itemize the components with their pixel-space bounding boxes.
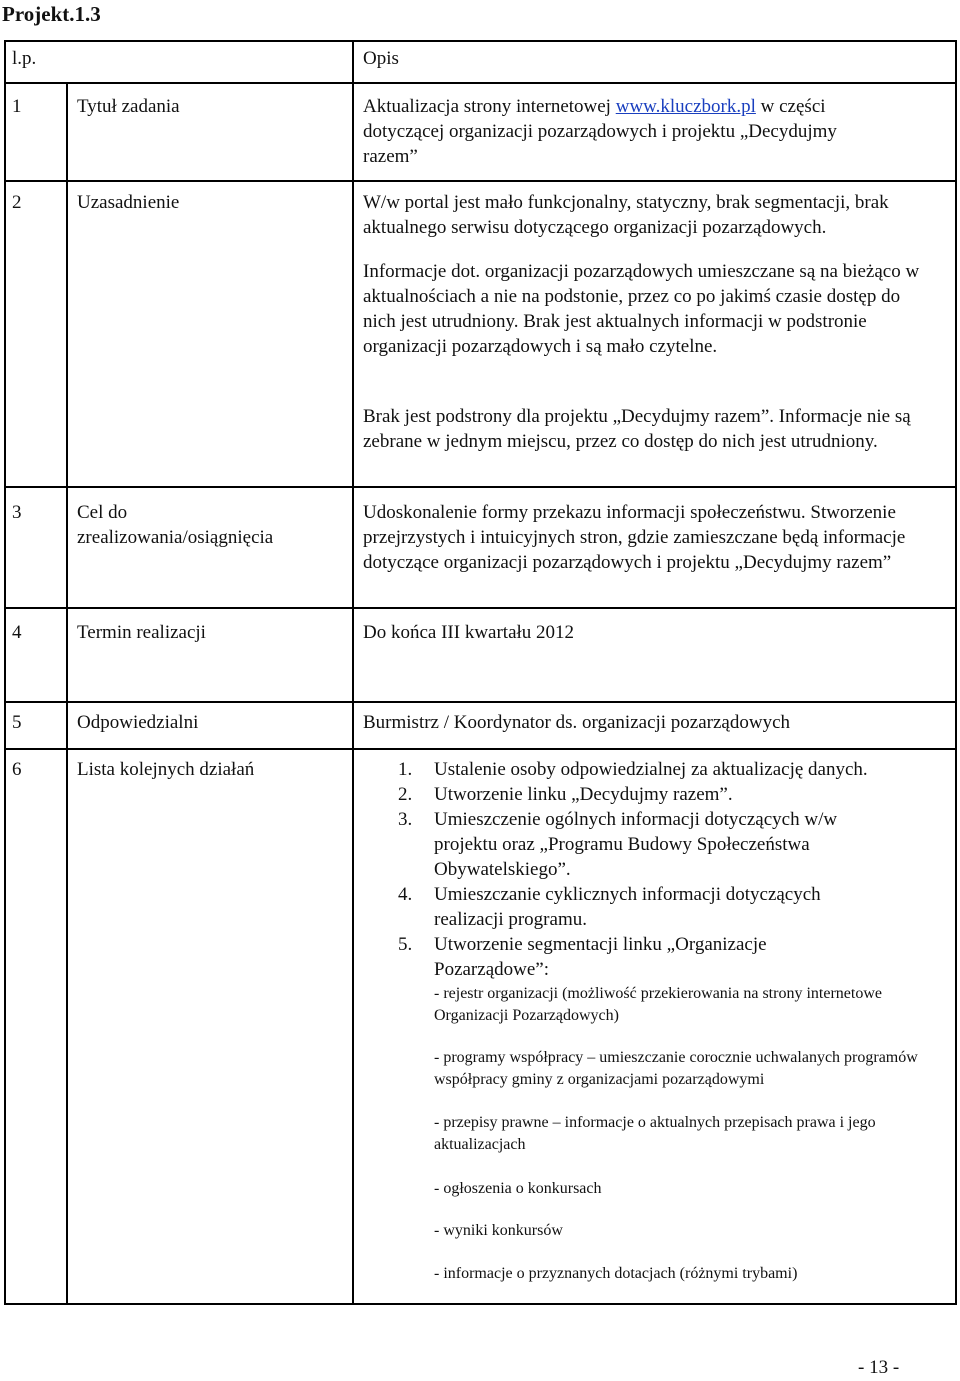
row1-desc-line2: dotyczącej organizacji pozarządowych i projektu „Decydujmy: [363, 121, 837, 142]
list-item-2-text: Utworzenie linku „Decydujmy razem”.: [434, 784, 733, 805]
row1-number: 1: [12, 96, 22, 117]
row2-number: 2: [12, 192, 22, 213]
sublist-item-2: - programy współpracy – umieszczanie corocznie uchwalanych programów współpracy gminy z organizacjami pozarządowymi: [434, 1049, 918, 1088]
row-border-4: [4, 701, 957, 703]
row1-description: [363, 94, 948, 169]
table-border-right: [955, 40, 957, 1305]
row-border-header: [4, 82, 957, 84]
list-item-4-number: 4.: [398, 884, 413, 905]
sublist-item-5: - wyniki konkursów: [434, 1222, 563, 1239]
row2-paragraph-2: Informacje dot. organizacji pozarządowych umieszczane są na bieżąco w aktualnościach a nie na podstonie, przez co po jakimś czasie dostęp do nich jest utrudniony. Brak jest aktualnych informacji w podstronie organizacji pozarządowych i są mało czytelne.: [363, 261, 920, 357]
sublist-item-6: - informacje o przyznanych dotacjach (różnymi trybami): [434, 1265, 798, 1282]
row3-label-line1: Cel do: [77, 502, 128, 523]
header-lp: l.p.: [12, 48, 37, 69]
list-item-5-text: Utworzenie segmentacji linku „Organizacje Pozarządowe”:: [434, 934, 767, 980]
list-item-5-number: 5.: [398, 934, 413, 955]
row2-label: Uzasadnienie: [77, 192, 180, 213]
page-title: Projekt.1.3: [2, 2, 101, 26]
row1-desc-pre: Aktualizacja strony internetowej: [363, 96, 616, 117]
row6-number: 6: [12, 759, 22, 780]
sublist-item-3: - przepisy prawne – informacje o aktualnych przepisach prawa i jego aktualizacjach: [434, 1114, 876, 1153]
sublist-item-4: - ogłoszenia o konkursach: [434, 1180, 602, 1197]
row1-desc-post: w części: [755, 96, 826, 117]
table-border-col: [352, 40, 354, 1305]
row5-number: 5: [12, 712, 22, 733]
row-border-bottom: [4, 1303, 957, 1305]
row4-label: Termin realizacji: [77, 622, 206, 643]
list-item-1-number: 1.: [398, 759, 413, 780]
row3-description: Udoskonalenie formy przekazu informacji społeczeństwu. Stworzenie przejrzystych i intuicyjnych stron, gdzie zamieszczane będą informacje dotyczące organizacji pozarządowych i projektu „Decydujmy razem”: [363, 502, 906, 573]
row4-description: Do końca III kwartału 2012: [363, 622, 575, 643]
list-item-1-text: Ustalenie osoby odpowiedzialnej za aktualizację danych.: [434, 759, 868, 780]
row1-desc-line1: [363, 94, 948, 119]
list-item-2-number: 2.: [398, 784, 413, 805]
table-border-mid: [66, 82, 68, 1305]
page-number: - 13 -: [858, 1357, 900, 1378]
row4-number: 4: [12, 622, 22, 643]
row5-description: Burmistrz / Koordynator ds. organizacji pozarządowych: [363, 712, 791, 733]
row-border-2: [4, 486, 957, 488]
row3-label: [77, 500, 273, 550]
header-opis: Opis: [363, 48, 399, 69]
list-item-3-number: 3.: [398, 809, 413, 830]
row-border-3: [4, 607, 957, 609]
row6-label: Lista kolejnych działań: [77, 759, 255, 780]
row2-paragraph-3: Brak jest podstrony dla projektu „Decydujmy razem”. Informacje nie są zebrane w jednym miejscu, przez co dostęp do nich jest utrudniony.: [363, 406, 911, 452]
list-item-4-text: Umieszczanie cyklicznych informacji dotyczących realizacji programu.: [434, 884, 821, 930]
sublist-item-1: - rejestr organizacji (możliwość przekierowania na strony internetowe Organizacji Pozarządowych): [434, 985, 882, 1024]
row-border-5: [4, 748, 957, 750]
row-border-1: [4, 180, 957, 182]
row-border-top: [4, 40, 957, 42]
kluczbork-link[interactable]: www.kluczbork.pl: [615, 96, 756, 117]
row3-label-line2: zrealizowania/osiągnięcia: [77, 527, 274, 548]
row5-label: Odpowiedzialni: [77, 712, 199, 733]
list-item-3-text: Umieszczenie ogólnych informacji dotyczących w/w projektu oraz „Programu Budowy Społeczeństwa Obywatelskiego”.: [434, 809, 838, 880]
table-border-left: [4, 40, 6, 1305]
row1-desc-line3: razem”: [363, 146, 418, 167]
row2-paragraph-1: W/w portal jest mało funkcjonalny, statyczny, brak segmentacji, brak aktualnego serwisu dotyczącego organizacji pozarządowych.: [363, 192, 889, 238]
row1-label: Tytuł zadania: [77, 96, 180, 117]
row3-number: 3: [12, 502, 22, 523]
